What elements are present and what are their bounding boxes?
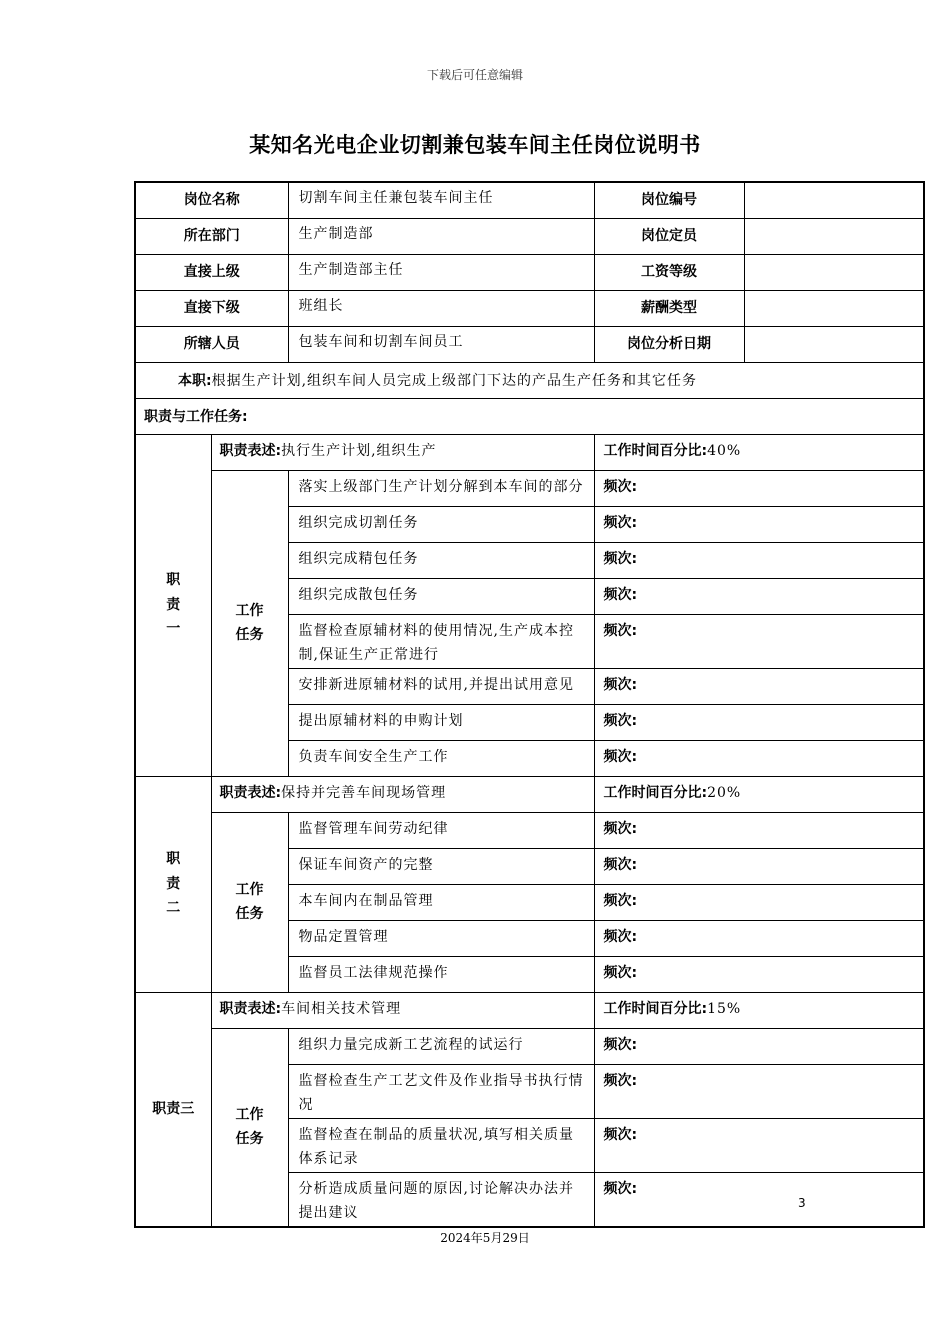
staff-value: 包装车间和切割车间员工 [288,326,594,362]
task-label-text: 工作任务 [235,881,264,922]
duty-2-label [135,776,211,992]
freq-label: 频次: [594,920,924,956]
duty-2-pct: 20% [707,784,742,801]
task-item: 组织完成切割任务 [288,506,594,542]
duty-3-label: 职责三 [135,992,211,1227]
superior-value: 生产制造部主任 [288,254,594,290]
freq-label: 频次: [594,1172,924,1227]
duty-desc-row [135,992,924,1028]
grade-label: 工资等级 [594,254,744,290]
task-label [211,812,288,992]
freq-label: 频次: [594,740,924,776]
basic-row [135,182,924,218]
task-row [135,812,924,848]
duty-1-name: 职责一 [166,572,181,638]
summary-text: 根据生产计划,组织车间人员完成上级部门下达的产品生产任务和其它任务 [211,372,698,389]
task-item: 落实上级部门生产计划分解到本车间的部分 [288,470,594,506]
job-description-table [134,181,925,1228]
task-label-text: 工作任务 [235,602,264,643]
pct-label: 工作时间百分比: [603,1000,708,1017]
duty-1-pct: 40% [707,442,742,459]
task-row [135,470,924,506]
duty-desc-label: 职责表述: [219,784,282,801]
task-item: 物品定置管理 [288,920,594,956]
freq-label: 频次: [594,470,924,506]
freq-label: 频次: [594,1118,924,1172]
post-no-label: 岗位编号 [594,182,744,218]
freq-label: 频次: [594,848,924,884]
task-item: 分析造成质量问题的原因,讨论解决办法并提出建议 [288,1172,594,1227]
task-item: 组织完成散包任务 [288,578,594,614]
task-item: 监督员工法律规范操作 [288,956,594,992]
basic-row [135,254,924,290]
freq-label: 频次: [594,812,924,848]
freq-label: 频次: [594,614,924,668]
staffing-value [744,218,924,254]
pay-type-label: 薪酬类型 [594,290,744,326]
duty-3-pct: 15% [707,1000,742,1017]
staffing-label: 岗位定员 [594,218,744,254]
task-row [135,1028,924,1064]
duty-1-label [135,434,211,776]
task-item: 安排新进原辅材料的试用,并提出试用意见 [288,668,594,704]
dept-label: 所在部门 [135,218,288,254]
pay-type-value [744,290,924,326]
freq-label: 频次: [594,956,924,992]
task-item: 监督管理车间劳动纪律 [288,812,594,848]
pct-label: 工作时间百分比: [603,784,708,801]
task-label [211,1028,288,1227]
task-item: 保证车间资产的完整 [288,848,594,884]
duty-2-desc: 保持并完善车间现场管理 [281,784,447,801]
subordinate-value: 班组长 [288,290,594,326]
duty-1-desc: 执行生产计划,组织生产 [281,442,437,459]
superior-label: 直接上级 [135,254,288,290]
freq-label: 频次: [594,578,924,614]
post-no-value [744,182,924,218]
basic-row [135,290,924,326]
subordinate-label: 直接下级 [135,290,288,326]
post-name-value: 切割车间主任兼包装车间主任 [288,182,594,218]
pct-label: 工作时间百分比: [603,442,708,459]
freq-label: 频次: [594,1028,924,1064]
header-note: 下载后可任意编辑 [426,68,523,82]
footer-date: 2024年5月29日 [440,1231,530,1245]
task-item: 负责车间安全生产工作 [288,740,594,776]
task-label [211,470,288,776]
task-label-text: 工作任务 [235,1106,264,1147]
summary-row [135,362,924,398]
task-item: 组织力量完成新工艺流程的试运行 [288,1028,594,1064]
task-item: 监督检查原辅材料的使用情况,生产成本控制,保证生产正常进行 [288,614,594,668]
freq-label: 频次: [594,884,924,920]
post-name-label: 岗位名称 [135,182,288,218]
freq-label: 频次: [594,542,924,578]
duty-2-name: 职责二 [166,851,181,917]
grade-value [744,254,924,290]
page-number: 3 [798,1196,806,1210]
task-item: 提出原辅材料的申购计划 [288,704,594,740]
task-item: 监督检查生产工艺文件及作业指导书执行情况 [288,1064,594,1118]
dept-value: 生产制造部 [288,218,594,254]
duty-desc-label: 职责表述: [219,442,282,459]
freq-label: 频次: [594,668,924,704]
analysis-date-value [744,326,924,362]
task-item: 组织完成精包任务 [288,542,594,578]
freq-label: 频次: [594,506,924,542]
duty-desc-row [135,434,924,470]
duty-desc-label: 职责表述: [219,1000,282,1017]
basic-row [135,326,924,362]
duties-heading: 职责与工作任务: [135,398,924,434]
task-item: 本车间内在制品管理 [288,884,594,920]
analysis-date-label: 岗位分析日期 [594,326,744,362]
freq-label: 频次: [594,1064,924,1118]
staff-label: 所辖人员 [135,326,288,362]
document-title: 某知名光电企业切割兼包装车间主任岗位说明书 [249,133,701,157]
task-item: 监督检查在制品的质量状况,填写相关质量体系记录 [288,1118,594,1172]
basic-row [135,218,924,254]
duties-heading-row [135,398,924,434]
freq-label: 频次: [594,704,924,740]
duty-3-desc: 车间相关技术管理 [281,1000,402,1017]
duty-desc-row [135,776,924,812]
summary-label: 本职: [178,372,212,389]
